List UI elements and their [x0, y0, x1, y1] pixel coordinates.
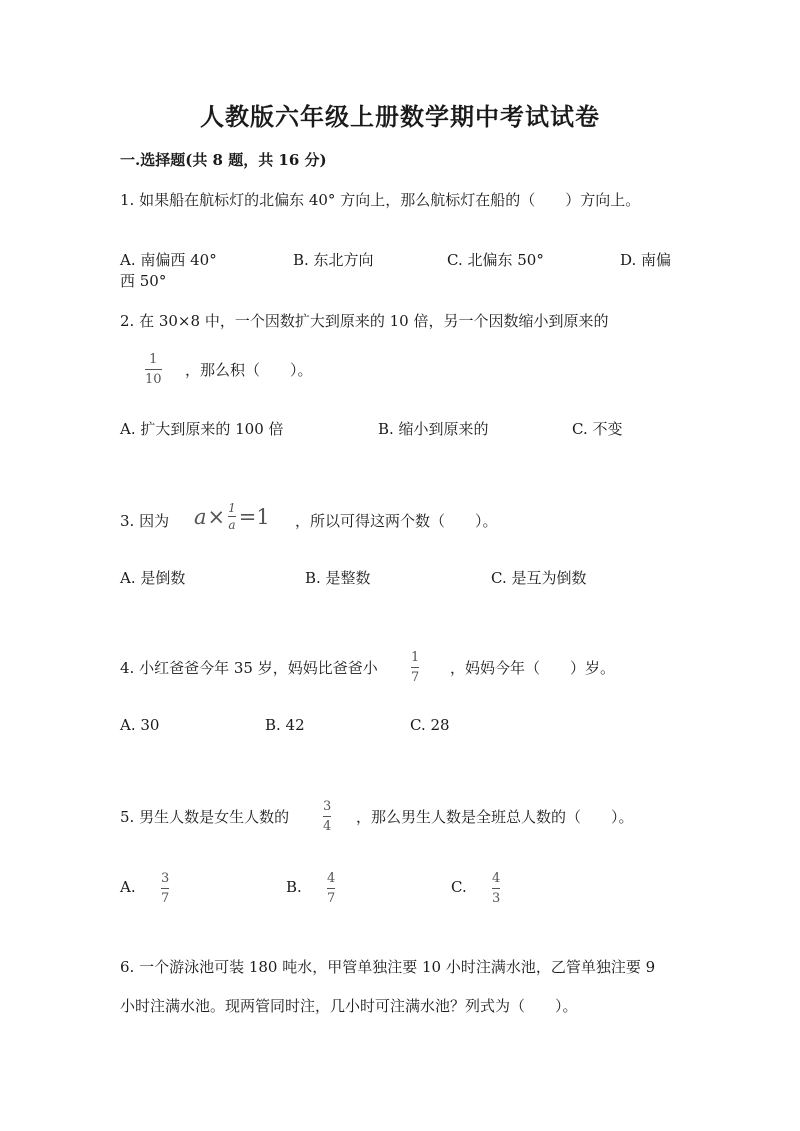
fraction-numerator: 1 — [228, 501, 236, 515]
question-1-stem: 1. 如果船在航标灯的北偏东 40° 方向上，那么航标灯在船的（ ）方向上。 — [120, 191, 641, 209]
question-4-stem-after: ，妈妈今年（ ）岁。 — [450, 659, 616, 677]
question-5-option-a-label: A. — [120, 878, 136, 896]
page-title: 人教版六年级上册数学期中考试试卷 — [200, 102, 600, 131]
fraction-bar — [327, 888, 335, 889]
fraction-bar — [145, 369, 162, 370]
question-2-stem: 2. 在 30×8 中，一个因数扩大到原来的 10 倍，另一个因数缩小到原来的 — [120, 312, 609, 330]
math-equals-one: =1 — [238, 504, 270, 529]
question-2-option-c: C. 不变 — [572, 420, 623, 438]
math-variable-a: a — [194, 504, 207, 529]
question-2-option-a: A. 扩大到原来的 100 倍 — [120, 420, 284, 438]
question-5-stem-after: ，那么男生人数是全班总人数的（ ）。 — [356, 808, 634, 826]
question-4-option-a: A. 30 — [120, 716, 160, 734]
question-3-option-b: B. 是整数 — [305, 569, 371, 587]
section-header: 一.选择题(共 8 题，共 16 分) — [120, 151, 327, 169]
fraction-numerator: 3 — [161, 871, 170, 886]
question-1-option-c: C. 北偏东 50° — [447, 251, 544, 269]
fraction-bar — [411, 667, 419, 668]
question-4-option-b: B. 42 — [265, 716, 305, 734]
fraction-denominator: 7 — [327, 891, 336, 906]
question-5-option-b-fraction — [327, 872, 335, 905]
fraction-denominator: 7 — [161, 891, 170, 906]
fraction-bar — [161, 888, 169, 889]
question-3-equation — [194, 502, 271, 531]
question-4-option-c: C. 28 — [410, 716, 450, 734]
question-5-stem: 5. 男生人数是女生人数的 — [120, 808, 290, 826]
question-5-option-b-label: B. — [286, 878, 302, 896]
fraction-denominator: a — [228, 518, 236, 532]
fraction-numerator: 4 — [327, 871, 336, 886]
fraction-denominator: 3 — [492, 891, 501, 906]
question-6-stem-line-2: 小时注满水池。现两管同时注，几小时可注满水池？列式为（ ）。 — [120, 997, 578, 1015]
question-2-option-b: B. 缩小到原来的 — [378, 420, 489, 438]
question-5-option-a-fraction — [161, 872, 169, 905]
fraction-numerator: 1 — [411, 650, 420, 665]
fraction-denominator: 7 — [411, 670, 420, 685]
fraction-denominator: 10 — [145, 372, 162, 387]
fraction-numerator: 1 — [149, 352, 158, 367]
math-times: × — [207, 504, 226, 529]
question-1-option-b: B. 东北方向 — [293, 251, 374, 269]
question-3-option-c: C. 是互为倒数 — [491, 569, 587, 587]
question-1-option-d: D. 南偏 — [620, 251, 672, 269]
question-5-fraction — [323, 800, 331, 833]
math-fraction — [228, 502, 236, 531]
fraction-bar — [228, 516, 236, 517]
fraction-denominator: 4 — [323, 819, 332, 834]
fraction-bar — [492, 888, 500, 889]
question-5-option-c-label: C. — [451, 878, 467, 896]
question-3-option-a: A. 是倒数 — [120, 569, 186, 587]
question-6-stem-line-1: 6. 一个游泳池可装 180 吨水，甲管单独注要 10 小时注满水池，乙管单独注要 9 — [120, 958, 656, 976]
question-4-stem: 4. 小红爸爸今年 35 岁，妈妈比爸爸小 — [120, 659, 378, 677]
question-2-stem-after: ，那么积（ ）。 — [185, 361, 313, 379]
question-2-fraction — [145, 353, 162, 386]
fraction-bar — [323, 816, 331, 817]
question-3-stem: 3. 因为 — [120, 512, 170, 530]
fraction-numerator: 4 — [492, 871, 501, 886]
fraction-numerator: 3 — [323, 799, 332, 814]
question-1-option-a: A. 南偏西 40° — [120, 251, 217, 269]
question-5-option-c-fraction — [492, 872, 500, 905]
question-1-option-d-cont: 西 50° — [120, 272, 167, 290]
question-3-stem-after: ，所以可得这两个数（ ）。 — [295, 512, 498, 530]
question-4-fraction — [411, 651, 419, 684]
